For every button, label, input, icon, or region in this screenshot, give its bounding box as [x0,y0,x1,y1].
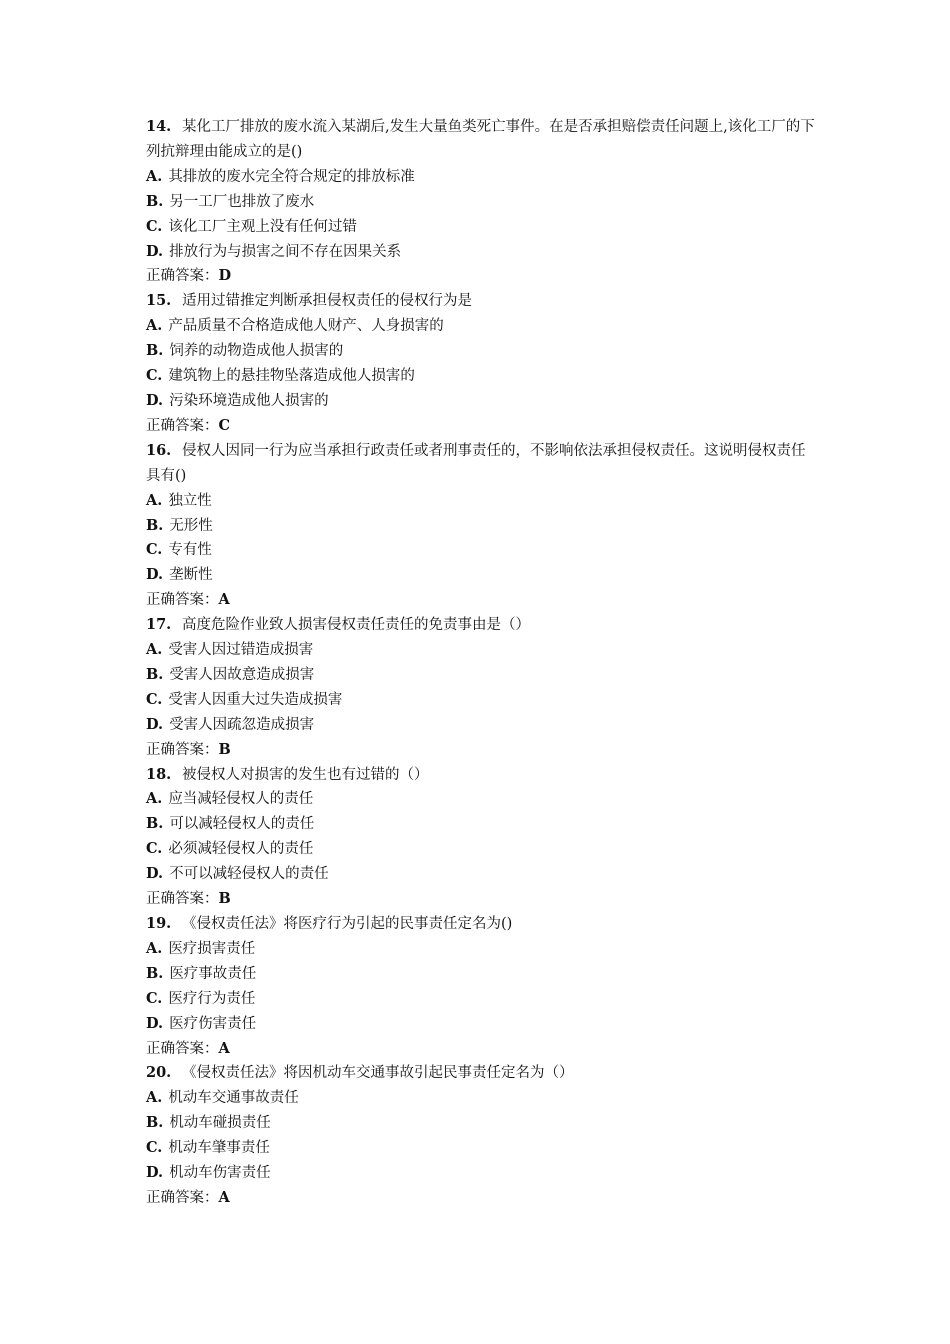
answer-label: 正确答案： [146,741,219,758]
answer-label: 正确答案： [146,1189,219,1206]
question-14 [146,115,818,289]
answer-line [146,1037,818,1062]
answer-line [146,738,818,763]
option-b [146,514,818,539]
question-number: 17. [146,616,172,634]
option-letter: C. [146,217,163,235]
question-number: 16. [146,441,172,459]
question-text: 《侵权责任法》将因机动车交通事故引起民事责任定名为（） [182,1065,574,1082]
option-letter: A. [146,317,163,335]
answer-line [146,887,818,912]
question-stem [146,1061,818,1086]
option-a [146,314,818,339]
option-letter: C. [146,367,163,385]
question-text: 适用过错推定判断承担侵权责任的侵权行为是 [182,293,472,310]
answer-label: 正确答案： [146,417,219,434]
question-text: 侵权人因同一行为应当承担行政责任或者刑事责任的，不影响依法承担侵权责任。这说明侵权责任具有() [146,442,806,484]
answer-line [146,264,818,289]
option-letter: C. [146,840,163,858]
option-text: 医疗损害责任 [168,940,256,957]
option-text: 机动车肇事责任 [168,1140,270,1157]
option-b [146,812,818,837]
question-stem [146,115,818,165]
option-text: 另一工厂也排放了废水 [169,193,315,210]
option-d [146,1161,818,1186]
option-letter: D. [146,865,164,883]
option-text: 医疗行为责任 [168,990,256,1007]
answer-key: B [218,890,231,908]
option-letter: D. [146,391,164,409]
question-number: 15. [146,292,172,310]
option-text: 必须减轻侵权人的责任 [168,841,314,858]
question-number: 19. [146,915,172,932]
option-letter: A. [146,491,163,509]
option-c [146,837,818,862]
option-text: 不可以减轻侵权人的责任 [169,866,329,883]
option-text: 受害人因重大过失造成损害 [168,691,343,708]
question-18 [146,763,818,912]
answer-key: C [218,416,231,434]
question-number: 14. [146,118,172,135]
option-d [146,563,818,588]
option-d [146,1012,818,1037]
option-text: 污染环境造成他人损害的 [169,392,329,409]
option-b [146,663,818,688]
option-a [146,638,818,663]
option-letter: A. [146,939,163,957]
option-letter: A. [146,790,163,808]
option-text: 可以减轻侵权人的责任 [169,816,315,833]
question-stem [146,763,818,788]
option-a [146,787,818,812]
question-17 [146,613,818,762]
option-text: 专有性 [168,542,212,559]
question-number: 20. [146,1064,172,1082]
option-b [146,962,818,987]
option-a [146,165,818,190]
option-d [146,240,818,265]
question-text: 《侵权责任法》将医疗行为引起的民事责任定名为() [182,916,513,932]
option-text: 产品质量不合格造成他人财产、人身损害的 [168,318,444,335]
option-b [146,339,818,364]
option-text: 医疗事故责任 [169,965,257,982]
option-text: 应当减轻侵权人的责任 [168,791,314,808]
option-letter: A. [146,167,163,185]
question-number: 18. [146,765,172,783]
answer-key: A [218,1039,230,1057]
answer-key: A [218,1188,230,1206]
option-d [146,389,818,414]
option-letter: B. [146,342,164,360]
option-text: 机动车交通事故责任 [168,1090,299,1107]
answer-key: D [218,267,232,285]
option-letter: D. [146,715,164,733]
option-b [146,190,818,215]
question-stem [146,439,818,489]
option-b [146,1111,818,1136]
question-19 [146,912,818,1061]
question-stem [146,912,818,937]
option-letter: C. [146,989,163,1007]
option-d [146,713,818,738]
question-text: 高度危险作业致人损害侵权责任责任的免责事由是（） [182,617,530,634]
option-letter: B. [146,665,164,683]
option-letter: C. [146,690,163,708]
answer-key: B [218,740,231,758]
answer-line [146,414,818,439]
option-c [146,215,818,240]
question-stem [146,613,818,638]
option-text: 受害人因过错造成损害 [168,642,314,659]
option-d [146,862,818,887]
answer-key: A [218,591,230,609]
option-a [146,937,818,962]
option-letter: C. [146,1139,163,1157]
option-c [146,688,818,713]
option-letter: B. [146,815,164,833]
option-text: 该化工厂主观上没有任何过错 [168,218,357,235]
answer-label: 正确答案： [146,891,219,908]
option-text: 医疗伤害责任 [169,1015,257,1032]
option-text: 垄断性 [169,567,213,584]
option-letter: B. [146,964,164,982]
option-letter: D. [146,566,164,584]
option-letter: D. [146,242,164,260]
option-a [146,489,818,514]
option-text: 机动车伤害责任 [169,1165,271,1182]
option-text: 受害人因疏忽造成损害 [169,716,315,733]
question-16 [146,439,818,613]
option-letter: C. [146,541,163,559]
option-letter: A. [146,1089,163,1107]
option-text: 受害人因故意造成损害 [169,666,315,683]
option-text: 独立性 [168,492,212,509]
option-c [146,364,818,389]
question-text: 某化工厂排放的废水流入某湖后,发生大量鱼类死亡事件。在是否承担赔偿责任问题上,该化工厂的下列抗辩理由能成立的是() [146,119,815,160]
option-a [146,1086,818,1111]
option-letter: B. [146,516,164,534]
option-letter: D. [146,1164,164,1182]
answer-label: 正确答案： [146,1040,219,1057]
option-letter: D. [146,1014,164,1032]
answer-line [146,588,818,613]
question-20 [146,1061,818,1210]
question-list [146,115,818,1211]
option-c [146,987,818,1012]
option-letter: B. [146,1114,164,1132]
answer-line [146,1186,818,1211]
answer-label: 正确答案： [146,592,219,609]
option-text: 建筑物上的悬挂物坠落造成他人损害的 [168,368,415,385]
question-stem [146,289,818,314]
option-text: 排放行为与损害之间不存在因果关系 [169,243,402,260]
option-text: 其排放的废水完全符合规定的排放标准 [168,168,415,185]
option-c [146,538,818,563]
option-letter: A. [146,641,163,659]
option-c [146,1136,818,1161]
option-text: 机动车碰损责任 [169,1115,271,1132]
option-text: 无形性 [169,517,213,534]
question-text: 被侵权人对损害的发生也有过错的（） [182,766,429,783]
option-text: 饲养的动物造成他人损害的 [169,343,344,360]
answer-label: 正确答案： [146,268,219,285]
question-15 [146,289,818,438]
option-letter: B. [146,192,164,210]
